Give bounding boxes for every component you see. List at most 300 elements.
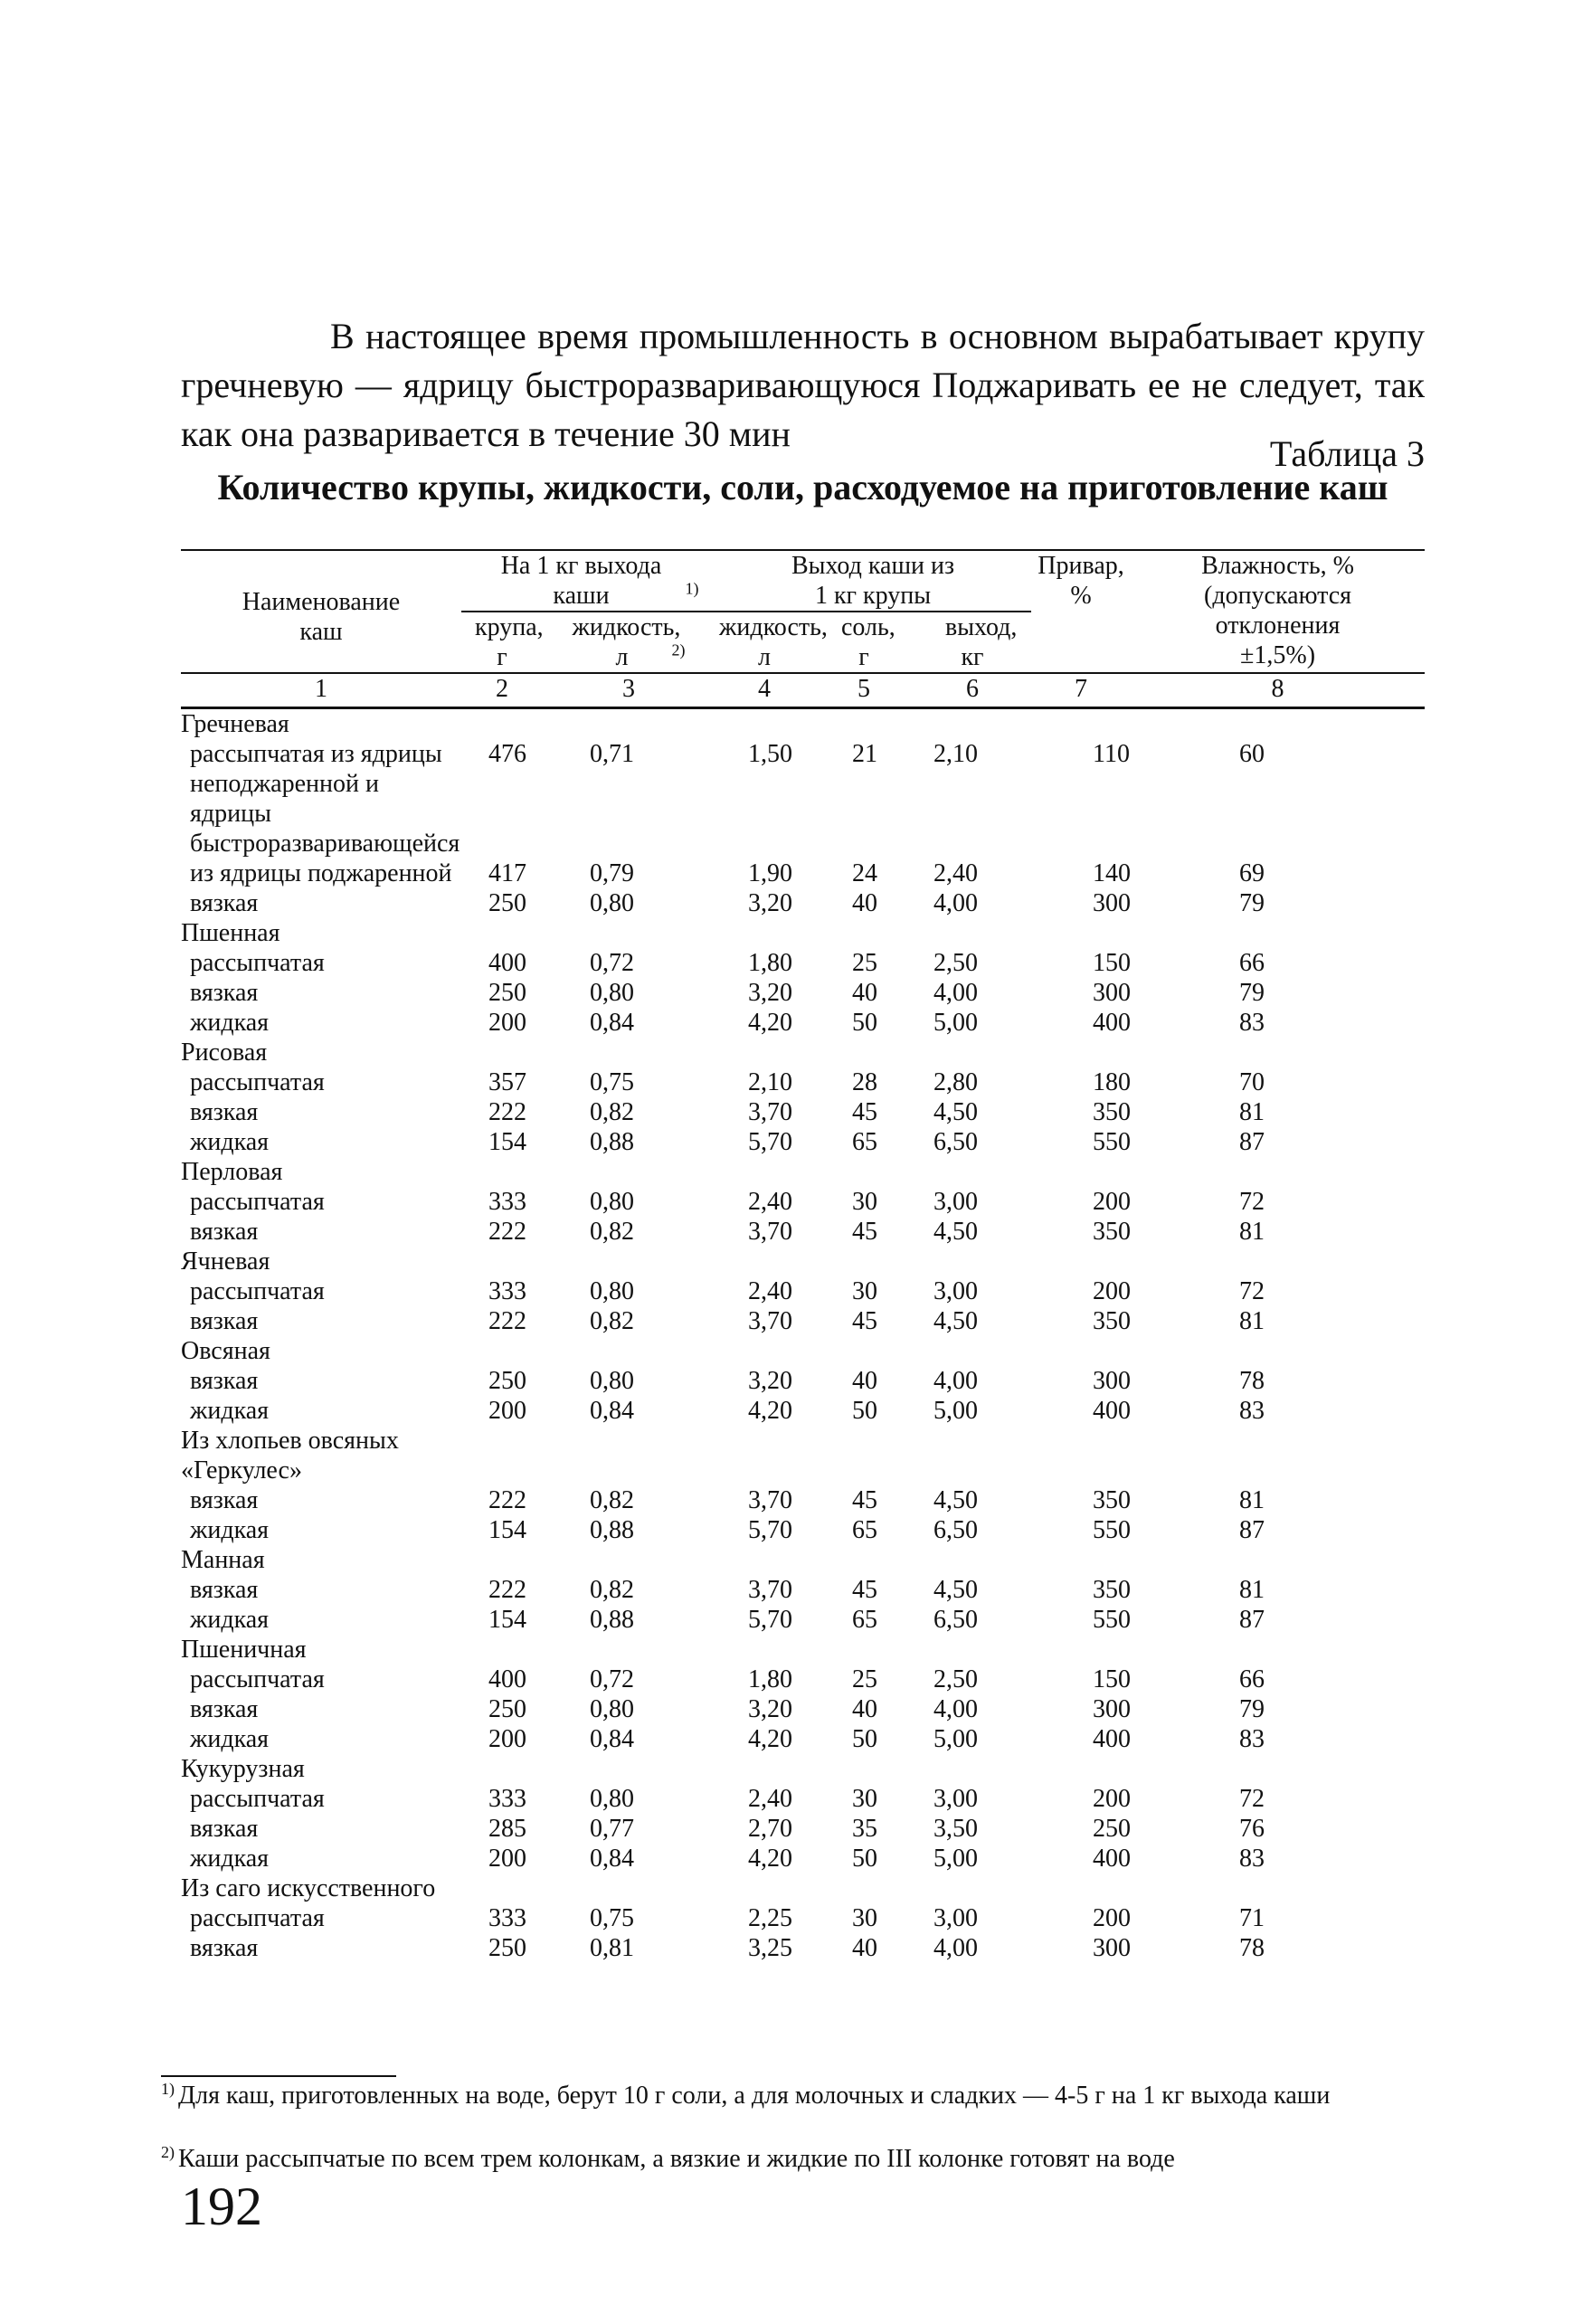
- cell-col-4: 2,40: [748, 1277, 792, 1305]
- column-number-5: 5: [814, 673, 914, 708]
- footnote-2-text: Каши рассыпчатые по всем трем колонкам, а вязкие и жидкие по III колонке готовят на воде: [178, 2145, 1175, 2173]
- header-yield: [914, 612, 1031, 673]
- cell-col-5: 21: [852, 740, 877, 768]
- empty-cell: [461, 1754, 543, 1784]
- empty-cell: [814, 918, 914, 948]
- row-name: вязкая: [190, 1934, 259, 1962]
- column-number-6: 6: [914, 673, 1031, 708]
- row-name: вязкая: [190, 1218, 259, 1246]
- cell-col-2: 333: [488, 1188, 526, 1216]
- cell-col-7: 150: [1093, 949, 1132, 977]
- cell-col-2: 250: [488, 889, 526, 917]
- cell-col-2: 250: [488, 1934, 526, 1962]
- group-name: Гречневая: [181, 710, 289, 738]
- cell-col-8: 66: [1239, 1665, 1265, 1693]
- empty-cell: [814, 1336, 914, 1366]
- table-row: [181, 1306, 1425, 1336]
- empty-cell: [814, 1247, 914, 1276]
- cell-col-6: 3,00: [933, 1277, 978, 1305]
- cell-col-2: 333: [488, 1785, 526, 1813]
- empty-cell: [715, 1545, 814, 1575]
- empty-cell: [543, 1336, 715, 1366]
- group-row: [181, 1754, 1425, 1784]
- cell-col-7: 300: [1093, 1367, 1132, 1395]
- row-name: вязкая: [190, 1576, 259, 1604]
- cell-col-8: 83: [1239, 1397, 1265, 1425]
- table-row: [181, 1665, 1425, 1694]
- cell-col-2: 250: [488, 1367, 526, 1395]
- header-krupa: [461, 612, 543, 673]
- cell-col-6: 2,80: [933, 1068, 978, 1096]
- empty-cell: [543, 918, 715, 948]
- footnote-2: [161, 2144, 1445, 2174]
- empty-cell: [461, 918, 543, 948]
- empty-cell: [715, 1157, 814, 1187]
- row-name: вязкая: [190, 1695, 259, 1723]
- header-liquid: [543, 612, 715, 673]
- cell-col-7: 350: [1093, 1098, 1132, 1126]
- cell-col-7: 140: [1093, 859, 1132, 887]
- cell-col-4: 3,25: [748, 1934, 792, 1962]
- cell-col-6: 3,00: [933, 1785, 978, 1813]
- cell-col-5: 40: [852, 1934, 877, 1962]
- cell-col-3: 0,75: [590, 1904, 634, 1932]
- group-name: Кукурузная: [181, 1755, 305, 1783]
- header-salt: [814, 612, 914, 673]
- porridge-table: [181, 549, 1425, 1963]
- table-row: [181, 1127, 1425, 1157]
- empty-cell: [1131, 1635, 1425, 1665]
- cell-col-2: 357: [488, 1068, 526, 1096]
- cell-col-8: 76: [1239, 1815, 1265, 1843]
- cell-col-2: 400: [488, 1665, 526, 1693]
- header-yield-text: выход, кг: [945, 613, 1018, 671]
- cell-col-5: 65: [852, 1516, 877, 1544]
- cell-col-8: 71: [1239, 1904, 1265, 1932]
- cell-col-5: 35: [852, 1815, 877, 1843]
- cell-col-7: 200: [1093, 1904, 1132, 1932]
- cell-col-6: 2,10: [933, 740, 978, 768]
- cell-col-4: 2,70: [748, 1815, 792, 1843]
- cell-col-8: 83: [1239, 1845, 1265, 1873]
- cell-col-3: 0,88: [590, 1516, 634, 1544]
- group-row: [181, 1635, 1425, 1665]
- cell-col-2: 222: [488, 1218, 526, 1246]
- cell-col-6: 3,00: [933, 1188, 978, 1216]
- cell-col-2: 154: [488, 1128, 526, 1156]
- empty-cell: [1031, 1426, 1131, 1485]
- cell-col-8: 72: [1239, 1785, 1265, 1813]
- empty-cell: [1131, 1426, 1425, 1485]
- cell-col-5: 30: [852, 1188, 877, 1216]
- row-name: жидкая: [190, 1516, 270, 1544]
- cell-col-6: 3,50: [933, 1815, 978, 1843]
- cell-col-8: 79: [1239, 979, 1265, 1007]
- cell-col-4: 3,70: [748, 1307, 792, 1335]
- cell-col-5: 40: [852, 1695, 877, 1723]
- cell-col-7: 350: [1093, 1307, 1132, 1335]
- empty-cell: [715, 1635, 814, 1665]
- group-name: Пшеничная: [181, 1636, 307, 1664]
- cell-col-2: 154: [488, 1606, 526, 1634]
- cell-col-4: 1,90: [748, 859, 792, 887]
- row-name: из ядрицы поджаренной: [190, 859, 452, 887]
- cell-col-5: 45: [852, 1218, 877, 1246]
- empty-cell: [914, 1635, 1031, 1665]
- group-row: [181, 1545, 1425, 1575]
- cell-col-5: 30: [852, 1785, 877, 1813]
- empty-cell: [715, 1426, 814, 1485]
- cell-col-5: 45: [852, 1486, 877, 1514]
- empty-cell: [543, 1754, 715, 1784]
- cell-col-3: 0,84: [590, 1009, 634, 1037]
- empty-cell: [1131, 1545, 1425, 1575]
- cell-col-7: 400: [1093, 1009, 1132, 1037]
- header-liquid-text: жидкость, л: [572, 613, 681, 671]
- empty-cell: [1131, 1754, 1425, 1784]
- cell-col-5: 65: [852, 1606, 877, 1634]
- cell-col-3: 0,84: [590, 1397, 634, 1425]
- cell-col-3: 0,82: [590, 1486, 634, 1514]
- cell-col-6: 5,00: [933, 1845, 978, 1873]
- cell-col-7: 180: [1093, 1068, 1132, 1096]
- cell-col-4: 4,20: [748, 1725, 792, 1753]
- intro-text: В настоящее время промышленность в основном вырабатывает крупу гречневую — ядрицу быстроразваривающуюся Поджаривать ее не следует, так как она разваривается в течение 30 мин: [181, 316, 1425, 454]
- cell-col-3: 0,80: [590, 1367, 634, 1395]
- cell-col-4: 1,80: [748, 1665, 792, 1693]
- empty-cell: [1031, 1038, 1131, 1067]
- page-number: 192: [181, 2177, 262, 2236]
- group-row: [181, 708, 1425, 740]
- cell-col-4: 4,20: [748, 1397, 792, 1425]
- empty-cell: [814, 1635, 914, 1665]
- group-row: [181, 1336, 1425, 1366]
- cell-col-2: 154: [488, 1516, 526, 1544]
- cell-col-3: 0,71: [590, 740, 634, 768]
- row-name: вязкая: [190, 1307, 259, 1335]
- empty-cell: [1131, 1157, 1425, 1187]
- cell-col-2: 250: [488, 979, 526, 1007]
- cell-col-6: 6,50: [933, 1128, 978, 1156]
- footnote-rule: [161, 2075, 396, 2077]
- cell-col-2: 200: [488, 1397, 526, 1425]
- cell-col-2: 222: [488, 1098, 526, 1126]
- cell-col-7: 350: [1093, 1218, 1132, 1246]
- table-body: [181, 708, 1425, 1964]
- cell-col-3: 0,84: [590, 1725, 634, 1753]
- cell-col-6: 4,00: [933, 1367, 978, 1395]
- cell-col-6: 6,50: [933, 1606, 978, 1634]
- cell-col-5: 28: [852, 1068, 877, 1096]
- cell-col-8: 70: [1239, 1068, 1265, 1096]
- cell-col-8: 69: [1239, 859, 1265, 887]
- cell-col-6: 5,00: [933, 1009, 978, 1037]
- cell-col-8: 78: [1239, 1367, 1265, 1395]
- cell-col-8: 81: [1239, 1307, 1265, 1335]
- cell-col-7: 550: [1093, 1606, 1132, 1634]
- table-row: [181, 1903, 1425, 1933]
- column-number-4: 4: [715, 673, 814, 708]
- group-row: [181, 1247, 1425, 1276]
- group-name: Ячневая: [181, 1247, 270, 1276]
- empty-cell: [814, 1157, 914, 1187]
- header-salt-text: соль, г: [841, 613, 895, 671]
- intro-paragraph: [181, 312, 1425, 459]
- empty-cell: [1031, 1545, 1131, 1575]
- empty-cell: [1031, 918, 1131, 948]
- cell-col-7: 110: [1093, 740, 1130, 768]
- cell-col-5: 45: [852, 1576, 877, 1604]
- cell-col-6: 4,00: [933, 889, 978, 917]
- table-row: [181, 1008, 1425, 1038]
- cell-col-3: 0,82: [590, 1098, 634, 1126]
- cell-col-5: 45: [852, 1307, 877, 1335]
- cell-col-5: 40: [852, 1367, 877, 1395]
- cell-col-3: 0,72: [590, 1665, 634, 1693]
- cell-col-2: 476: [488, 740, 526, 768]
- empty-cell: [1131, 1247, 1425, 1276]
- row-name: рассыпчатая из ядрицы неподжаренной и ядрицы быстроразваривающейся: [190, 740, 460, 858]
- cell-col-5: 25: [852, 1665, 877, 1693]
- cell-col-4: 3,20: [748, 1695, 792, 1723]
- table-row: [181, 1067, 1425, 1097]
- column-number-row: [181, 673, 1425, 708]
- empty-cell: [814, 1545, 914, 1575]
- cell-col-8: 66: [1239, 949, 1265, 977]
- header-group1-text: На 1 кг выхода каши: [500, 552, 662, 610]
- table-row: [181, 1784, 1425, 1814]
- cell-col-7: 300: [1093, 979, 1132, 1007]
- cell-col-4: 5,70: [748, 1606, 792, 1634]
- cell-col-6: 5,00: [933, 1725, 978, 1753]
- cell-col-3: 0,79: [590, 859, 634, 887]
- table-row: [181, 1485, 1425, 1515]
- header-liquid-out: [715, 612, 828, 673]
- empty-cell: [715, 1754, 814, 1784]
- row-name: рассыпчатая: [190, 1277, 325, 1305]
- table-row: [181, 888, 1425, 918]
- header-group2: [715, 550, 1031, 612]
- empty-cell: [914, 708, 1031, 740]
- header-privar-text: Привар, %: [1038, 552, 1124, 610]
- empty-cell: [814, 1754, 914, 1784]
- empty-cell: [914, 1038, 1031, 1067]
- table-row: [181, 739, 1425, 858]
- empty-cell: [715, 1873, 814, 1903]
- cell-col-6: 2,50: [933, 1665, 978, 1693]
- cell-col-6: 5,00: [933, 1397, 978, 1425]
- cell-col-6: 4,50: [933, 1307, 978, 1335]
- empty-cell: [1131, 708, 1425, 740]
- cell-col-3: 0,80: [590, 1695, 634, 1723]
- row-name: вязкая: [190, 1815, 259, 1843]
- header-group2-text: Выход каши из 1 кг крупы: [791, 552, 955, 610]
- empty-cell: [1131, 1873, 1425, 1903]
- cell-col-5: 50: [852, 1845, 877, 1873]
- cell-col-4: 3,70: [748, 1576, 792, 1604]
- table-number: Таблица 3: [1269, 433, 1425, 474]
- cell-col-8: 87: [1239, 1516, 1265, 1544]
- cell-col-6: 4,50: [933, 1576, 978, 1604]
- empty-cell: [914, 1336, 1031, 1366]
- empty-cell: [914, 1754, 1031, 1784]
- empty-cell: [461, 1038, 543, 1067]
- cell-col-8: 72: [1239, 1188, 1265, 1216]
- cell-col-7: 550: [1093, 1128, 1132, 1156]
- cell-col-4: 3,70: [748, 1218, 792, 1246]
- cell-col-7: 400: [1093, 1397, 1132, 1425]
- cell-col-7: 200: [1093, 1277, 1132, 1305]
- footnote-1-mark: 1): [161, 2079, 175, 2098]
- cell-col-5: 65: [852, 1128, 877, 1156]
- row-name: жидкая: [190, 1606, 270, 1634]
- row-name: жидкая: [190, 1845, 270, 1873]
- cell-col-2: 400: [488, 949, 526, 977]
- cell-col-3: 0,84: [590, 1845, 634, 1873]
- cell-col-8: 87: [1239, 1606, 1265, 1634]
- cell-col-5: 50: [852, 1397, 877, 1425]
- empty-cell: [461, 1157, 543, 1187]
- table-row: [181, 1187, 1425, 1217]
- row-name: рассыпчатая: [190, 1785, 325, 1813]
- empty-cell: [1031, 1336, 1131, 1366]
- cell-col-4: 2,40: [748, 1785, 792, 1813]
- header-group1: [461, 550, 715, 612]
- cell-col-4: 3,70: [748, 1486, 792, 1514]
- cell-col-4: 1,80: [748, 949, 792, 977]
- group-row: [181, 918, 1425, 948]
- row-name: жидкая: [190, 1128, 270, 1156]
- empty-cell: [715, 918, 814, 948]
- empty-cell: [914, 1157, 1031, 1187]
- empty-cell: [1031, 1247, 1131, 1276]
- cell-col-8: 78: [1239, 1934, 1265, 1962]
- cell-col-6: 3,00: [933, 1904, 978, 1932]
- empty-cell: [715, 1336, 814, 1366]
- cell-col-4: 2,10: [748, 1068, 792, 1096]
- cell-col-6: 2,50: [933, 949, 978, 977]
- empty-cell: [543, 708, 715, 740]
- empty-cell: [814, 1873, 914, 1903]
- cell-col-5: 25: [852, 949, 877, 977]
- group-row: [181, 1157, 1425, 1187]
- empty-cell: [1031, 1157, 1131, 1187]
- column-number-7: 7: [1031, 673, 1131, 708]
- empty-cell: [461, 1426, 543, 1485]
- footnote-2-mark: 2): [161, 2142, 175, 2161]
- cell-col-7: 300: [1093, 1695, 1132, 1723]
- row-name: рассыпчатая: [190, 1665, 325, 1693]
- group-name: Пшенная: [181, 919, 280, 947]
- cell-col-5: 50: [852, 1009, 877, 1037]
- cell-col-7: 350: [1093, 1576, 1132, 1604]
- table-row: [181, 1605, 1425, 1635]
- cell-col-2: 333: [488, 1277, 526, 1305]
- table-row: [181, 1844, 1425, 1873]
- table-row: [181, 978, 1425, 1008]
- cell-col-3: 0,88: [590, 1606, 634, 1634]
- row-name: жидкая: [190, 1397, 270, 1425]
- cell-col-6: 2,40: [933, 859, 978, 887]
- cell-col-3: 0,77: [590, 1815, 634, 1843]
- column-number-2: 2: [461, 673, 543, 708]
- cell-col-7: 400: [1093, 1845, 1132, 1873]
- empty-cell: [461, 708, 543, 740]
- header-moisture-text: Влажность, % (допускаются отклонения ±1,5%): [1201, 552, 1354, 669]
- cell-col-7: 300: [1093, 1934, 1132, 1962]
- empty-cell: [543, 1247, 715, 1276]
- cell-col-8: 81: [1239, 1576, 1265, 1604]
- cell-col-3: 0,80: [590, 1785, 634, 1813]
- header-krupa-text: крупа, г: [475, 613, 544, 671]
- table-row: [181, 1694, 1425, 1724]
- empty-cell: [1131, 1336, 1425, 1366]
- table-row: [181, 1217, 1425, 1247]
- empty-cell: [914, 1873, 1031, 1903]
- cell-col-6: 4,00: [933, 1695, 978, 1723]
- cell-col-3: 0,80: [590, 1188, 634, 1216]
- empty-cell: [1031, 708, 1131, 740]
- cell-col-6: 6,50: [933, 1516, 978, 1544]
- empty-cell: [461, 1873, 543, 1903]
- row-name: вязкая: [190, 979, 259, 1007]
- cell-col-7: 300: [1093, 889, 1132, 917]
- empty-cell: [543, 1545, 715, 1575]
- cell-col-4: 4,20: [748, 1845, 792, 1873]
- header-name-text: Наименование каш: [242, 588, 401, 646]
- row-name: рассыпчатая: [190, 949, 325, 977]
- header-privar: [1031, 550, 1131, 673]
- cell-col-8: 83: [1239, 1009, 1265, 1037]
- empty-cell: [461, 1336, 543, 1366]
- header-name: [181, 550, 461, 673]
- cell-col-6: 4,00: [933, 979, 978, 1007]
- empty-cell: [543, 1635, 715, 1665]
- cell-col-7: 400: [1093, 1725, 1132, 1753]
- header-liquid-mark: 2): [671, 640, 686, 659]
- cell-col-4: 4,20: [748, 1009, 792, 1037]
- group-name: Перловая: [181, 1158, 283, 1186]
- cell-col-7: 200: [1093, 1188, 1132, 1216]
- table-row: [181, 1814, 1425, 1844]
- cell-col-4: 3,20: [748, 1367, 792, 1395]
- table-row: [181, 1724, 1425, 1754]
- empty-cell: [1031, 1754, 1131, 1784]
- cell-col-8: 81: [1239, 1098, 1265, 1126]
- cell-col-7: 150: [1093, 1665, 1132, 1693]
- cell-col-4: 5,70: [748, 1128, 792, 1156]
- empty-cell: [1031, 1635, 1131, 1665]
- row-name: вязкая: [190, 1367, 259, 1395]
- empty-cell: [543, 1873, 715, 1903]
- column-number-8: 8: [1131, 673, 1425, 708]
- table-row: [181, 1097, 1425, 1127]
- cell-col-7: 550: [1093, 1516, 1132, 1544]
- column-number-1: 1: [181, 673, 461, 708]
- table-row: [181, 1515, 1425, 1545]
- header-moisture: [1131, 550, 1425, 673]
- empty-cell: [461, 1545, 543, 1575]
- cell-col-4: 3,70: [748, 1098, 792, 1126]
- table-row: [181, 858, 1425, 888]
- cell-col-5: 45: [852, 1098, 877, 1126]
- cell-col-8: 79: [1239, 1695, 1265, 1723]
- cell-col-3: 0,82: [590, 1576, 634, 1604]
- empty-cell: [814, 1426, 914, 1485]
- cell-col-4: 2,40: [748, 1188, 792, 1216]
- empty-cell: [914, 1426, 1031, 1485]
- row-name: рассыпчатая: [190, 1068, 325, 1096]
